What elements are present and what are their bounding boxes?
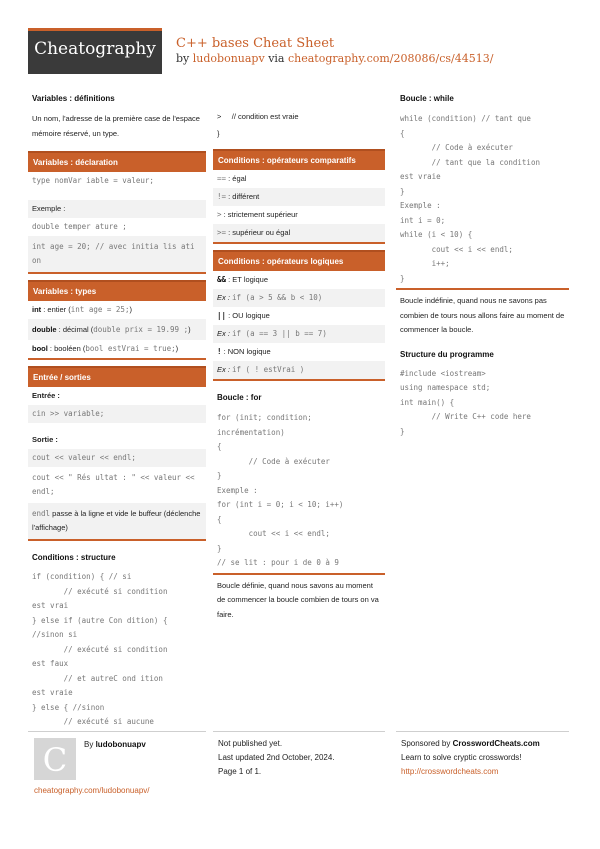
sheet-url-link[interactable]: cheatography.com/208086/cs/44513/ (287, 52, 494, 65)
type-name: int (32, 305, 42, 314)
section-text: Un nom, l'adresse de la première case de l'espace mémoire réservé, un type. (32, 114, 200, 138)
operator: > (217, 210, 222, 219)
continued-line-2: } (217, 128, 220, 138)
comp-row-eq (213, 170, 385, 188)
type-example: bool estVrai = true; (85, 344, 176, 353)
column-1 (28, 92, 206, 737)
sheet-title: C++ bases Cheat Sheet (176, 36, 335, 51)
code-text: cin >> variable; (32, 409, 105, 418)
type-desc: : booléen ( (47, 344, 86, 353)
published-status: Not published yet. (218, 739, 283, 748)
code-block: while (condition) // tant que { // Code à exécuter // tant que la condition est vraie } Exemple : int i = 0; while (i < 10) { cout << i << endl; i++; } (396, 106, 569, 290)
type-desc: : entier ( (41, 305, 71, 314)
decl-row-2: Exemple : (28, 200, 206, 218)
comp-row-neq (213, 188, 385, 206)
byline (176, 52, 493, 65)
operator: != (217, 192, 227, 201)
operator: ! (217, 347, 222, 356)
section-comparatifs (213, 149, 385, 244)
comp-row-gte (213, 224, 385, 242)
section-heading: Variables : déclaration (28, 151, 206, 172)
io-row-endl (28, 503, 206, 539)
type-row-double (28, 319, 206, 340)
operator-desc: : strictement supérieur (221, 210, 298, 219)
section-heading: Boucle : for (217, 393, 262, 402)
operator-desc: : égal (226, 174, 247, 183)
footer-sponsor (401, 737, 540, 779)
footer-publish-info (218, 737, 335, 779)
section-types (28, 280, 206, 360)
example-label: Ex : (217, 365, 230, 374)
code-text: if ( ! estVrai ) (232, 365, 305, 374)
example-label: Ex : (217, 329, 230, 338)
cheatography-logo[interactable] (28, 28, 162, 74)
section-heading: Entrée / sorties (28, 366, 206, 387)
logic-row-not (213, 343, 385, 361)
paren-close: ) (175, 344, 179, 353)
type-example: double prix = 19.99 ; (93, 325, 189, 334)
code-block: #include <iostream> using namespace std; int main() { // Write C++ code here } (400, 368, 531, 436)
footer-author (84, 738, 146, 752)
type-name: bool (32, 344, 48, 353)
sponsor-text: Learn to solve cryptic crosswords! (401, 753, 522, 762)
operator: == (217, 174, 227, 183)
code-block: for (init; condition; incrémentation) { // Code à exécuter } Exemple : for (int i = 0; i < 10; i++) { cout << i << endl; } // se lit : pour i de 0 à 9 (213, 405, 385, 575)
section-text: Boucle définie, quand nous savons au moment de commencer la boucle combien de tours on va faire. (217, 580, 379, 619)
code-text: if (a == 3 || b == 7) (232, 329, 327, 338)
operator-desc: : OU logique (226, 311, 270, 320)
avatar-letter: C (42, 741, 68, 779)
code-text: cout << " Rés ultat : " << valeur << endl; (32, 473, 195, 496)
operator: || (217, 311, 227, 320)
logic-row-and (213, 271, 385, 289)
section-heading: Conditions : structure (32, 553, 116, 562)
footer-divider-2 (213, 731, 385, 732)
section-heading: Conditions : opérateurs logiques (213, 250, 385, 271)
code-text: cout << valeur << endl; (32, 453, 136, 462)
operator-desc: : ET logique (226, 275, 269, 284)
byline-via: via (268, 52, 285, 65)
paren-close: ) (129, 305, 132, 314)
logo-text: Cheatography (34, 39, 156, 59)
operator-desc: : différent (226, 192, 260, 201)
operator: >= (217, 228, 227, 237)
sponsor-pre: Sponsored by (401, 739, 453, 748)
decl-row-4 (28, 236, 206, 272)
logic-row-or (213, 307, 385, 325)
footer-divider-3 (396, 731, 569, 732)
section-var-def (28, 92, 206, 143)
type-row-bool (28, 340, 206, 358)
io-row-entree: Entrée : (32, 391, 60, 400)
sponsor-name[interactable]: CrosswordCheats.com (452, 739, 540, 748)
section-heading: Conditions : opérateurs comparatifs (213, 149, 385, 170)
section-prog-structure (396, 348, 569, 441)
code-text: int age = 20; // avec initia lis ati on (32, 242, 195, 265)
code-text: type nomVar iable = valeur; (32, 176, 154, 185)
type-row-int (28, 301, 206, 319)
section-io (28, 366, 206, 541)
operator: && (217, 275, 227, 284)
type-example: int age = 25; (70, 305, 130, 314)
sponsor-link[interactable]: http://crosswordcheats.com (401, 767, 499, 776)
author-link[interactable]: ludobonuapv (192, 52, 265, 65)
sponsor-line (401, 737, 540, 751)
code-text: if (a > 5 && b < 10) (232, 293, 323, 302)
last-updated: Last updated 2nd October, 2024. (218, 753, 335, 762)
byline-by: by (176, 52, 190, 65)
operator-desc: : NON logique (221, 347, 271, 356)
section-text: Boucle indéfinie, quand nous ne savons pas combien de tours nous allons faire au moment de commencer la boucle. (400, 296, 565, 334)
logic-row-or-ex (213, 325, 385, 343)
decl-row-3 (28, 218, 206, 236)
decl-row-1 (28, 172, 206, 190)
section-heading: Variables : définitions (32, 94, 115, 103)
type-name: double (32, 325, 57, 334)
logic-row-not-ex (213, 361, 385, 379)
section-for (213, 391, 385, 624)
section-heading: Boucle : while (400, 94, 454, 103)
section-cond-continued (213, 108, 385, 143)
section-while (396, 92, 569, 340)
section-heading: Structure du programme (400, 349, 494, 359)
continued-line-1: > // condition est vraie (217, 112, 299, 121)
footer-author-name: ludobonuapv (95, 740, 146, 749)
column-2 (213, 108, 385, 630)
paren-close: ) (188, 325, 191, 334)
endl-desc: passe à la ligne et vide le buffeur (déclenche l'affichage) (32, 509, 201, 532)
operator-desc: : supérieur ou égal (226, 228, 291, 237)
type-desc: : décimal ( (56, 325, 94, 334)
footer-divider-1 (28, 731, 206, 732)
author-avatar[interactable] (34, 738, 76, 780)
code-text: endl (32, 509, 51, 518)
code-block: if (condition) { // si // exécuté si condition est vrai } else if (autre Con dition) { //sinon si // exécuté si condition est faux // et autreC ond ition est vraie } else { //sinon // exécuté si aucune (32, 572, 168, 726)
section-cond-structure (28, 547, 206, 731)
code-text: double temper ature ; (32, 222, 127, 231)
footer-author-link[interactable]: cheatography.com/ludobonuapv/ (34, 786, 150, 795)
page-number: Page 1 of 1. (218, 767, 262, 776)
section-var-decl (28, 151, 206, 274)
io-row-sortie: Sortie : (32, 435, 58, 444)
column-3 (396, 92, 569, 446)
io-row-cin (28, 405, 206, 423)
example-label: Ex : (217, 293, 230, 302)
io-row-cout2 (28, 467, 206, 503)
section-heading: Variables : types (28, 280, 206, 301)
logic-row-and-ex (213, 289, 385, 307)
section-logiques (213, 250, 385, 381)
io-row-cout1 (28, 449, 206, 467)
logo-accent-bar (28, 28, 162, 31)
footer-by: By (84, 740, 94, 749)
comp-row-gt (213, 206, 385, 224)
